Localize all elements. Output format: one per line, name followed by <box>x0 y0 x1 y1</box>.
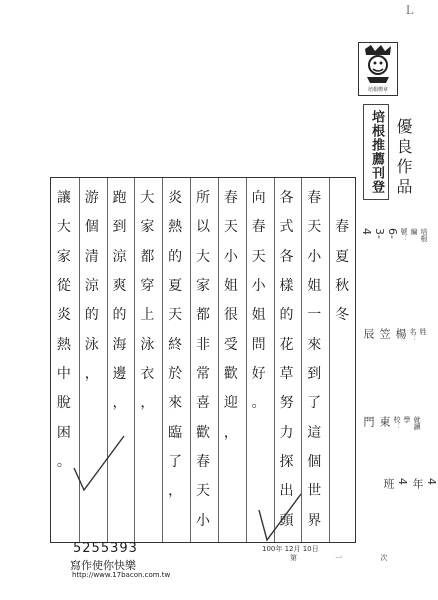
essay-char: 各 <box>279 190 294 206</box>
code-label: 培根編號： <box>400 228 428 242</box>
essay-char: 臨 <box>168 424 183 441</box>
essay-char <box>331 185 353 211</box>
essay-char: 到 <box>112 219 127 236</box>
essay-char: 了 <box>168 454 183 470</box>
essay-char: 中 <box>56 366 71 382</box>
essay-char: 涼 <box>112 248 127 265</box>
essay-char <box>220 478 242 504</box>
essay-char: 小 <box>196 512 210 529</box>
essay-char: 向 <box>251 190 266 206</box>
essay-char: 春 <box>196 454 210 470</box>
essay-char: 小 <box>307 248 322 265</box>
essay-char <box>136 420 158 446</box>
essay-char <box>331 390 353 416</box>
essay-char: 從 <box>56 278 71 294</box>
essay-char: 一 <box>307 307 322 324</box>
essay-char: 所 <box>196 190 210 206</box>
essay-char: 力 <box>279 424 294 441</box>
name-label: 姓名： <box>409 328 427 342</box>
essay-char: 的 <box>279 307 294 324</box>
essay-char: 春 <box>251 219 266 236</box>
essay-char: 爽 <box>112 278 127 294</box>
essay-char: 花 <box>279 336 294 353</box>
recommend-tag: 培根推薦刊登 <box>363 104 389 200</box>
school-value: 東門 <box>362 416 391 427</box>
essay-char: ， <box>140 395 155 412</box>
essay-char: 困 <box>56 424 71 441</box>
essay-char: 天 <box>307 219 322 236</box>
id-number: 5255393 <box>73 541 138 556</box>
essay-char: 歡 <box>196 424 210 441</box>
essay-char: 游 <box>84 190 99 206</box>
essay-char: 姐 <box>307 278 322 294</box>
essay-char: 來 <box>168 395 183 412</box>
essay-char: 小 <box>223 248 238 265</box>
essay-char: 草 <box>279 366 294 382</box>
essay-char: 這 <box>307 424 322 441</box>
essay-char: 春 <box>335 219 350 236</box>
essay-char: 大 <box>56 219 71 236</box>
bacon-stamp <box>358 42 398 96</box>
essay-char: 都 <box>196 307 210 324</box>
essay-char: 跑 <box>112 190 127 206</box>
essay-char: 界 <box>307 512 322 529</box>
essay-char: 到 <box>307 366 322 382</box>
essay-char: 家 <box>196 278 210 294</box>
essay-char <box>220 449 242 475</box>
essay-char <box>136 508 158 534</box>
stamp-label: 培根標章 <box>367 87 388 93</box>
essay-char: 讓 <box>56 190 71 206</box>
essay-char: 秋 <box>335 278 350 294</box>
essay-char: 的 <box>168 248 183 265</box>
essay-char: 大 <box>140 190 155 206</box>
code-value: 6-3-4 <box>360 228 399 239</box>
essay-char: 泳 <box>140 336 155 353</box>
essay-char <box>331 332 353 358</box>
essay-char <box>136 449 158 475</box>
school-block <box>360 416 422 430</box>
essay-char <box>164 508 186 534</box>
essay-char: 個 <box>307 454 322 470</box>
essay-char <box>248 420 270 446</box>
grade-block <box>380 478 438 489</box>
essay-char: 冬 <box>335 307 350 324</box>
essay-char: 個 <box>84 219 99 236</box>
essay-char: 以 <box>196 219 210 236</box>
essay-char: 樣 <box>279 278 294 294</box>
essay-char: 姐 <box>223 278 238 294</box>
award-label: 優良作品 <box>394 118 413 198</box>
essay-char: 海 <box>112 336 127 353</box>
essay-char: 世 <box>307 483 322 500</box>
essay-char: 的 <box>84 307 99 324</box>
essay-char: 常 <box>196 366 210 382</box>
essay-char: 探 <box>279 454 294 470</box>
essay-char: 喜 <box>196 395 210 412</box>
essay-char: ， <box>168 483 183 500</box>
essay-char: 於 <box>168 366 183 382</box>
essay-char: 努 <box>279 395 294 412</box>
essay-char: 小 <box>251 278 266 294</box>
essay-char: 熱 <box>168 219 183 236</box>
footer-date: 100年 12月 10日 <box>262 545 319 553</box>
essay-char: 受 <box>223 336 238 353</box>
essay-char: 夏 <box>168 278 183 294</box>
essay-char: 好 <box>251 366 266 382</box>
check-mark-icon <box>255 488 305 548</box>
essay-char <box>331 449 353 475</box>
essay-char: 各 <box>279 248 294 265</box>
essay-char: 式 <box>279 219 294 236</box>
essay-char: 衣 <box>140 366 155 382</box>
name-block <box>360 328 428 342</box>
essay-char: 涼 <box>84 278 99 294</box>
check-mark-icon <box>70 432 130 512</box>
essay-char <box>220 508 242 534</box>
essay-char: 夏 <box>335 248 350 265</box>
essay-char: 炎 <box>168 190 183 206</box>
essay-char: 上 <box>140 307 155 324</box>
corner-mark: Ｌ <box>404 4 415 17</box>
essay-char: 天 <box>223 219 238 236</box>
essay-char: 問 <box>251 336 266 353</box>
essay-char <box>136 478 158 504</box>
essay-char: ， <box>84 366 99 382</box>
essay-char: ， <box>112 395 127 412</box>
essay-char: 。 <box>56 454 71 470</box>
essay-char: 迎 <box>223 395 238 412</box>
name-value: 楊笠辰 <box>362 328 407 339</box>
essay-char: ， <box>223 424 238 441</box>
essay-char: 春 <box>307 190 322 206</box>
essay-char: 春 <box>223 190 238 206</box>
essay-char: 天 <box>196 483 210 500</box>
slogan: 寫作使你快樂 <box>70 559 136 572</box>
essay-char: 泳 <box>84 336 99 353</box>
essay-char: 了 <box>307 395 322 412</box>
essay-char: 都 <box>140 248 155 265</box>
site-url: http://www.17bacon.com.tw <box>72 571 171 579</box>
essay-char: 來 <box>307 336 322 353</box>
school-label: 就讀學校： <box>393 416 421 430</box>
essay-char: 歡 <box>223 366 238 382</box>
essay-char: 穿 <box>140 278 155 294</box>
essay-char <box>331 361 353 387</box>
essay-char: 頭 <box>279 512 294 529</box>
essay-char: 姐 <box>251 307 266 324</box>
essay-char: 天 <box>168 307 183 324</box>
code-block <box>360 228 429 242</box>
essay-char: 非 <box>196 336 210 353</box>
essay-char: 家 <box>56 248 71 265</box>
essay-char: 脫 <box>56 395 71 412</box>
essay-char: 。 <box>251 395 266 412</box>
essay-char <box>248 449 270 475</box>
essay-char: 天 <box>251 248 266 265</box>
footer-page: 第 一 次 <box>290 554 406 562</box>
essay-char: 的 <box>112 307 127 324</box>
essay-char <box>331 478 353 504</box>
essay-char: 很 <box>223 307 238 324</box>
essay-char <box>331 420 353 446</box>
essay-char <box>331 508 353 534</box>
essay-char: 終 <box>168 336 183 353</box>
essay-char <box>81 390 103 416</box>
essay-char: 熱 <box>56 336 71 353</box>
essay-char: 大 <box>196 248 210 265</box>
grade-value: 4年 4班 <box>382 478 438 489</box>
essay-char: 家 <box>140 219 155 236</box>
essay-char: 炎 <box>56 307 71 324</box>
mascot-icon <box>359 43 397 85</box>
essay-char: 邊 <box>112 366 127 382</box>
essay-char: 清 <box>84 248 99 265</box>
essay-char: 出 <box>279 483 294 500</box>
